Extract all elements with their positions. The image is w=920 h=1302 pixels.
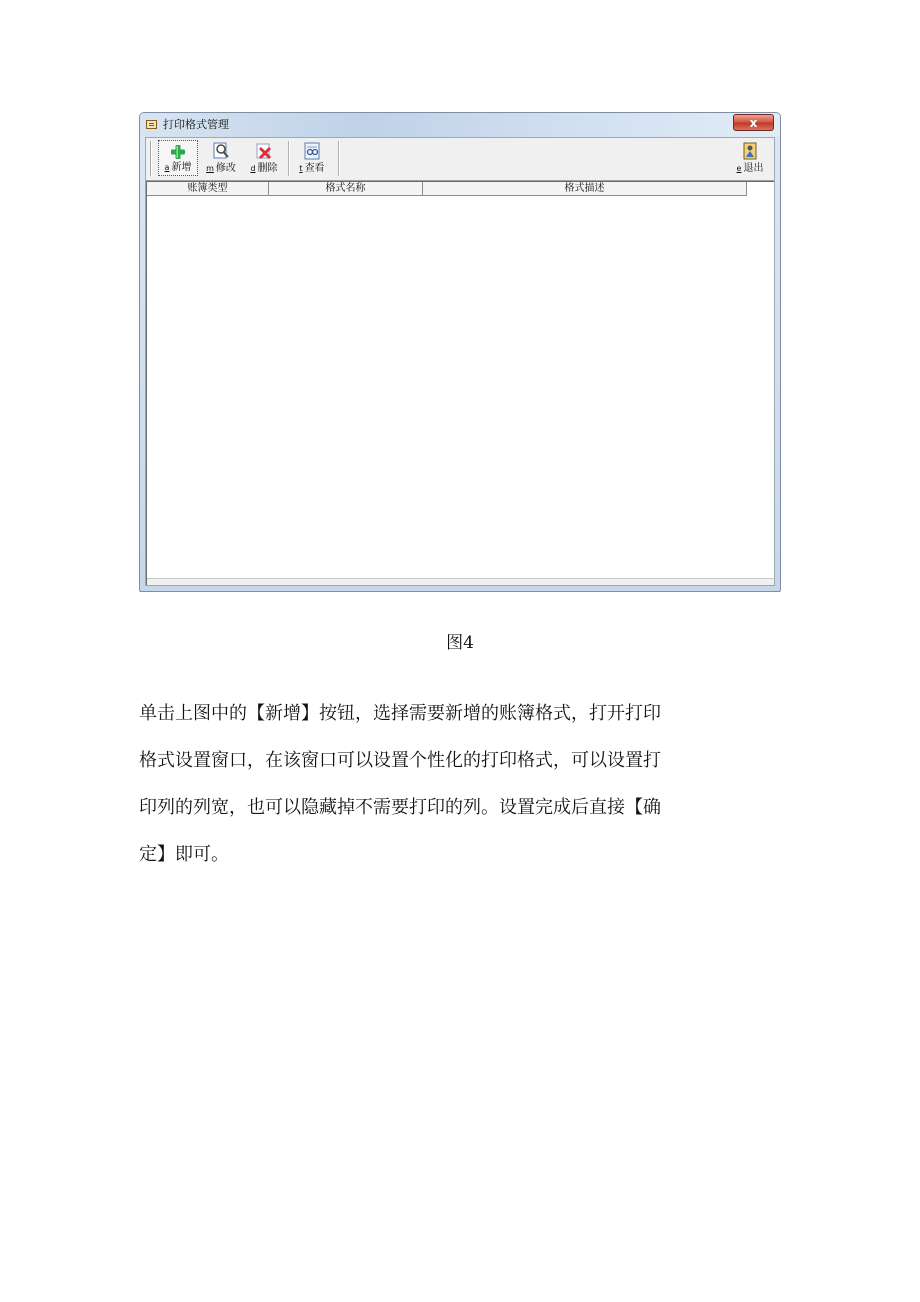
column-header-format-name[interactable]: 格式名称 bbox=[269, 182, 423, 196]
column-header-book-type[interactable]: 账簿类型 bbox=[147, 182, 269, 196]
window-title: 打印格式管理 bbox=[163, 118, 229, 131]
paragraph-line: 格式设置窗口，在该窗口可以设置个性化的打印格式，可以设置打 bbox=[139, 750, 661, 771]
exit-button[interactable] bbox=[730, 140, 770, 176]
window-client bbox=[145, 137, 775, 586]
add-button[interactable] bbox=[158, 140, 198, 176]
paragraph-line: 定】即可。 bbox=[139, 844, 229, 865]
figure-caption: 图4 bbox=[446, 633, 474, 653]
instruction-paragraph bbox=[139, 690, 779, 878]
toolbar-separator bbox=[338, 141, 339, 176]
edit-button-label: m 修改 bbox=[206, 163, 236, 174]
title-bar bbox=[140, 113, 780, 137]
print-format-window bbox=[139, 112, 781, 592]
delete-button[interactable] bbox=[244, 140, 284, 176]
grid-header bbox=[147, 182, 747, 196]
exit-icon bbox=[741, 142, 759, 160]
view-icon bbox=[303, 142, 321, 160]
edit-button[interactable] bbox=[201, 140, 241, 176]
add-icon bbox=[169, 143, 187, 161]
format-list-grid[interactable] bbox=[146, 181, 774, 585]
view-button[interactable] bbox=[292, 140, 332, 176]
add-button-label: a 新增 bbox=[164, 162, 192, 173]
paragraph-line: 印列的列宽，也可以隐藏掉不需要打印的列。设置完成后直接【确 bbox=[139, 797, 661, 818]
column-header-format-description[interactable]: 格式描述 bbox=[423, 182, 747, 196]
paragraph-line: 单击上图中的【新增】按钮，选择需要新增的账簿格式，打开打印 bbox=[139, 703, 661, 724]
grid-bottom-edge bbox=[147, 578, 774, 585]
app-icon bbox=[146, 120, 157, 129]
toolbar-grip bbox=[150, 141, 151, 176]
delete-icon bbox=[255, 142, 273, 160]
toolbar-separator bbox=[288, 141, 289, 176]
delete-button-label: d 删除 bbox=[250, 163, 278, 174]
toolbar bbox=[146, 138, 774, 181]
exit-button-label: e 退出 bbox=[736, 163, 764, 174]
edit-icon bbox=[212, 142, 230, 160]
close-button[interactable]: x bbox=[733, 114, 774, 131]
view-button-label: t 查看 bbox=[299, 163, 325, 174]
